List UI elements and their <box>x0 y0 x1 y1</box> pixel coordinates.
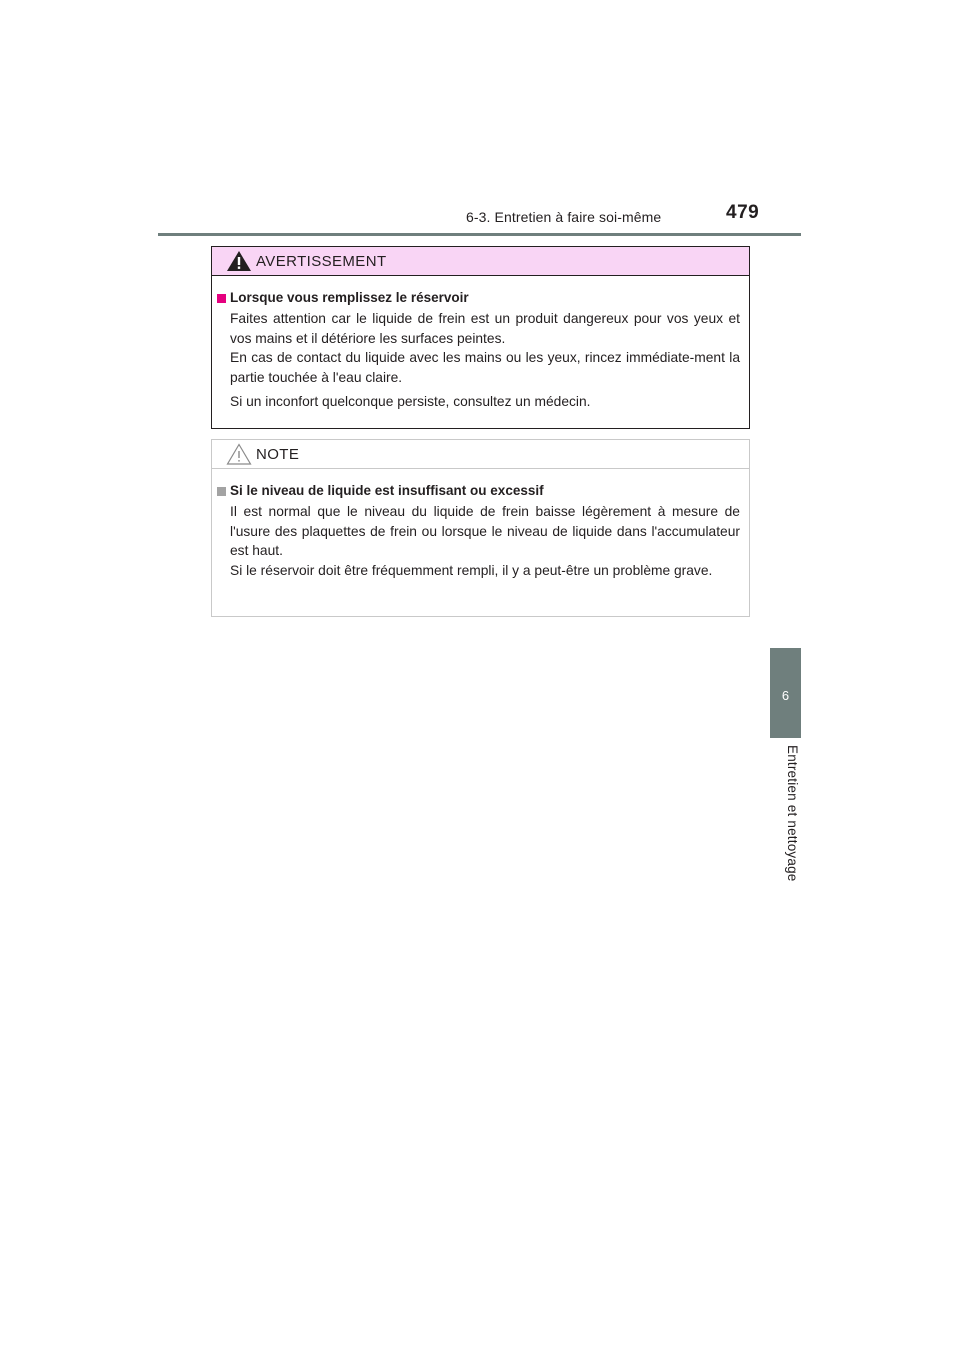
warning-paragraph: En cas de contact du liquide avec les mains ou les yeux, rincez immédiate-ment la partie touchée à l'eau claire. <box>230 350 740 385</box>
square-bullet-icon <box>217 294 226 303</box>
warning-triangle-icon <box>226 250 252 272</box>
warning-box <box>211 246 750 429</box>
chapter-tab: 6 <box>770 648 801 738</box>
warning-body <box>212 276 749 412</box>
note-header <box>212 440 749 469</box>
warning-item-title-text: Lorsque vous remplissez le réservoir <box>230 290 469 305</box>
note-paragraph: Il est normal que le niveau du liquide de frein baisse légèrement à mesure de l'usure des plaquettes de frein ou lorsque le niveau de liquide dans l'accumulateur est haut. <box>230 504 740 559</box>
warning-item-title <box>217 289 740 307</box>
section-title: 6-3. Entretien à faire soi-même <box>466 209 662 225</box>
caution-triangle-outline-icon <box>226 443 252 465</box>
chapter-title: Entretien et nettoyage <box>785 745 800 882</box>
header-divider <box>158 233 801 236</box>
warning-paragraph: Si un inconfort quelconque persiste, consultez un médecin. <box>230 394 591 410</box>
warning-header <box>212 247 749 276</box>
square-bullet-icon <box>217 487 226 496</box>
note-item-title <box>217 482 740 500</box>
note-box <box>211 439 750 617</box>
note-heading: NOTE <box>256 445 300 463</box>
note-body <box>212 469 749 580</box>
note-item-title-text: Si le niveau de liquide est insuffisant ou excessif <box>230 483 544 498</box>
note-paragraph: Si le réservoir doit être fréquemment rempli, il y a peut-être un problème grave. <box>230 562 713 578</box>
warning-paragraph: Faites attention car le liquide de frein est un produit dangereux pour vos yeux et vos mains et il détériore les surfaces peintes. <box>230 311 740 346</box>
page-number: 479 <box>726 202 760 223</box>
warning-heading: AVERTISSEMENT <box>256 252 387 270</box>
